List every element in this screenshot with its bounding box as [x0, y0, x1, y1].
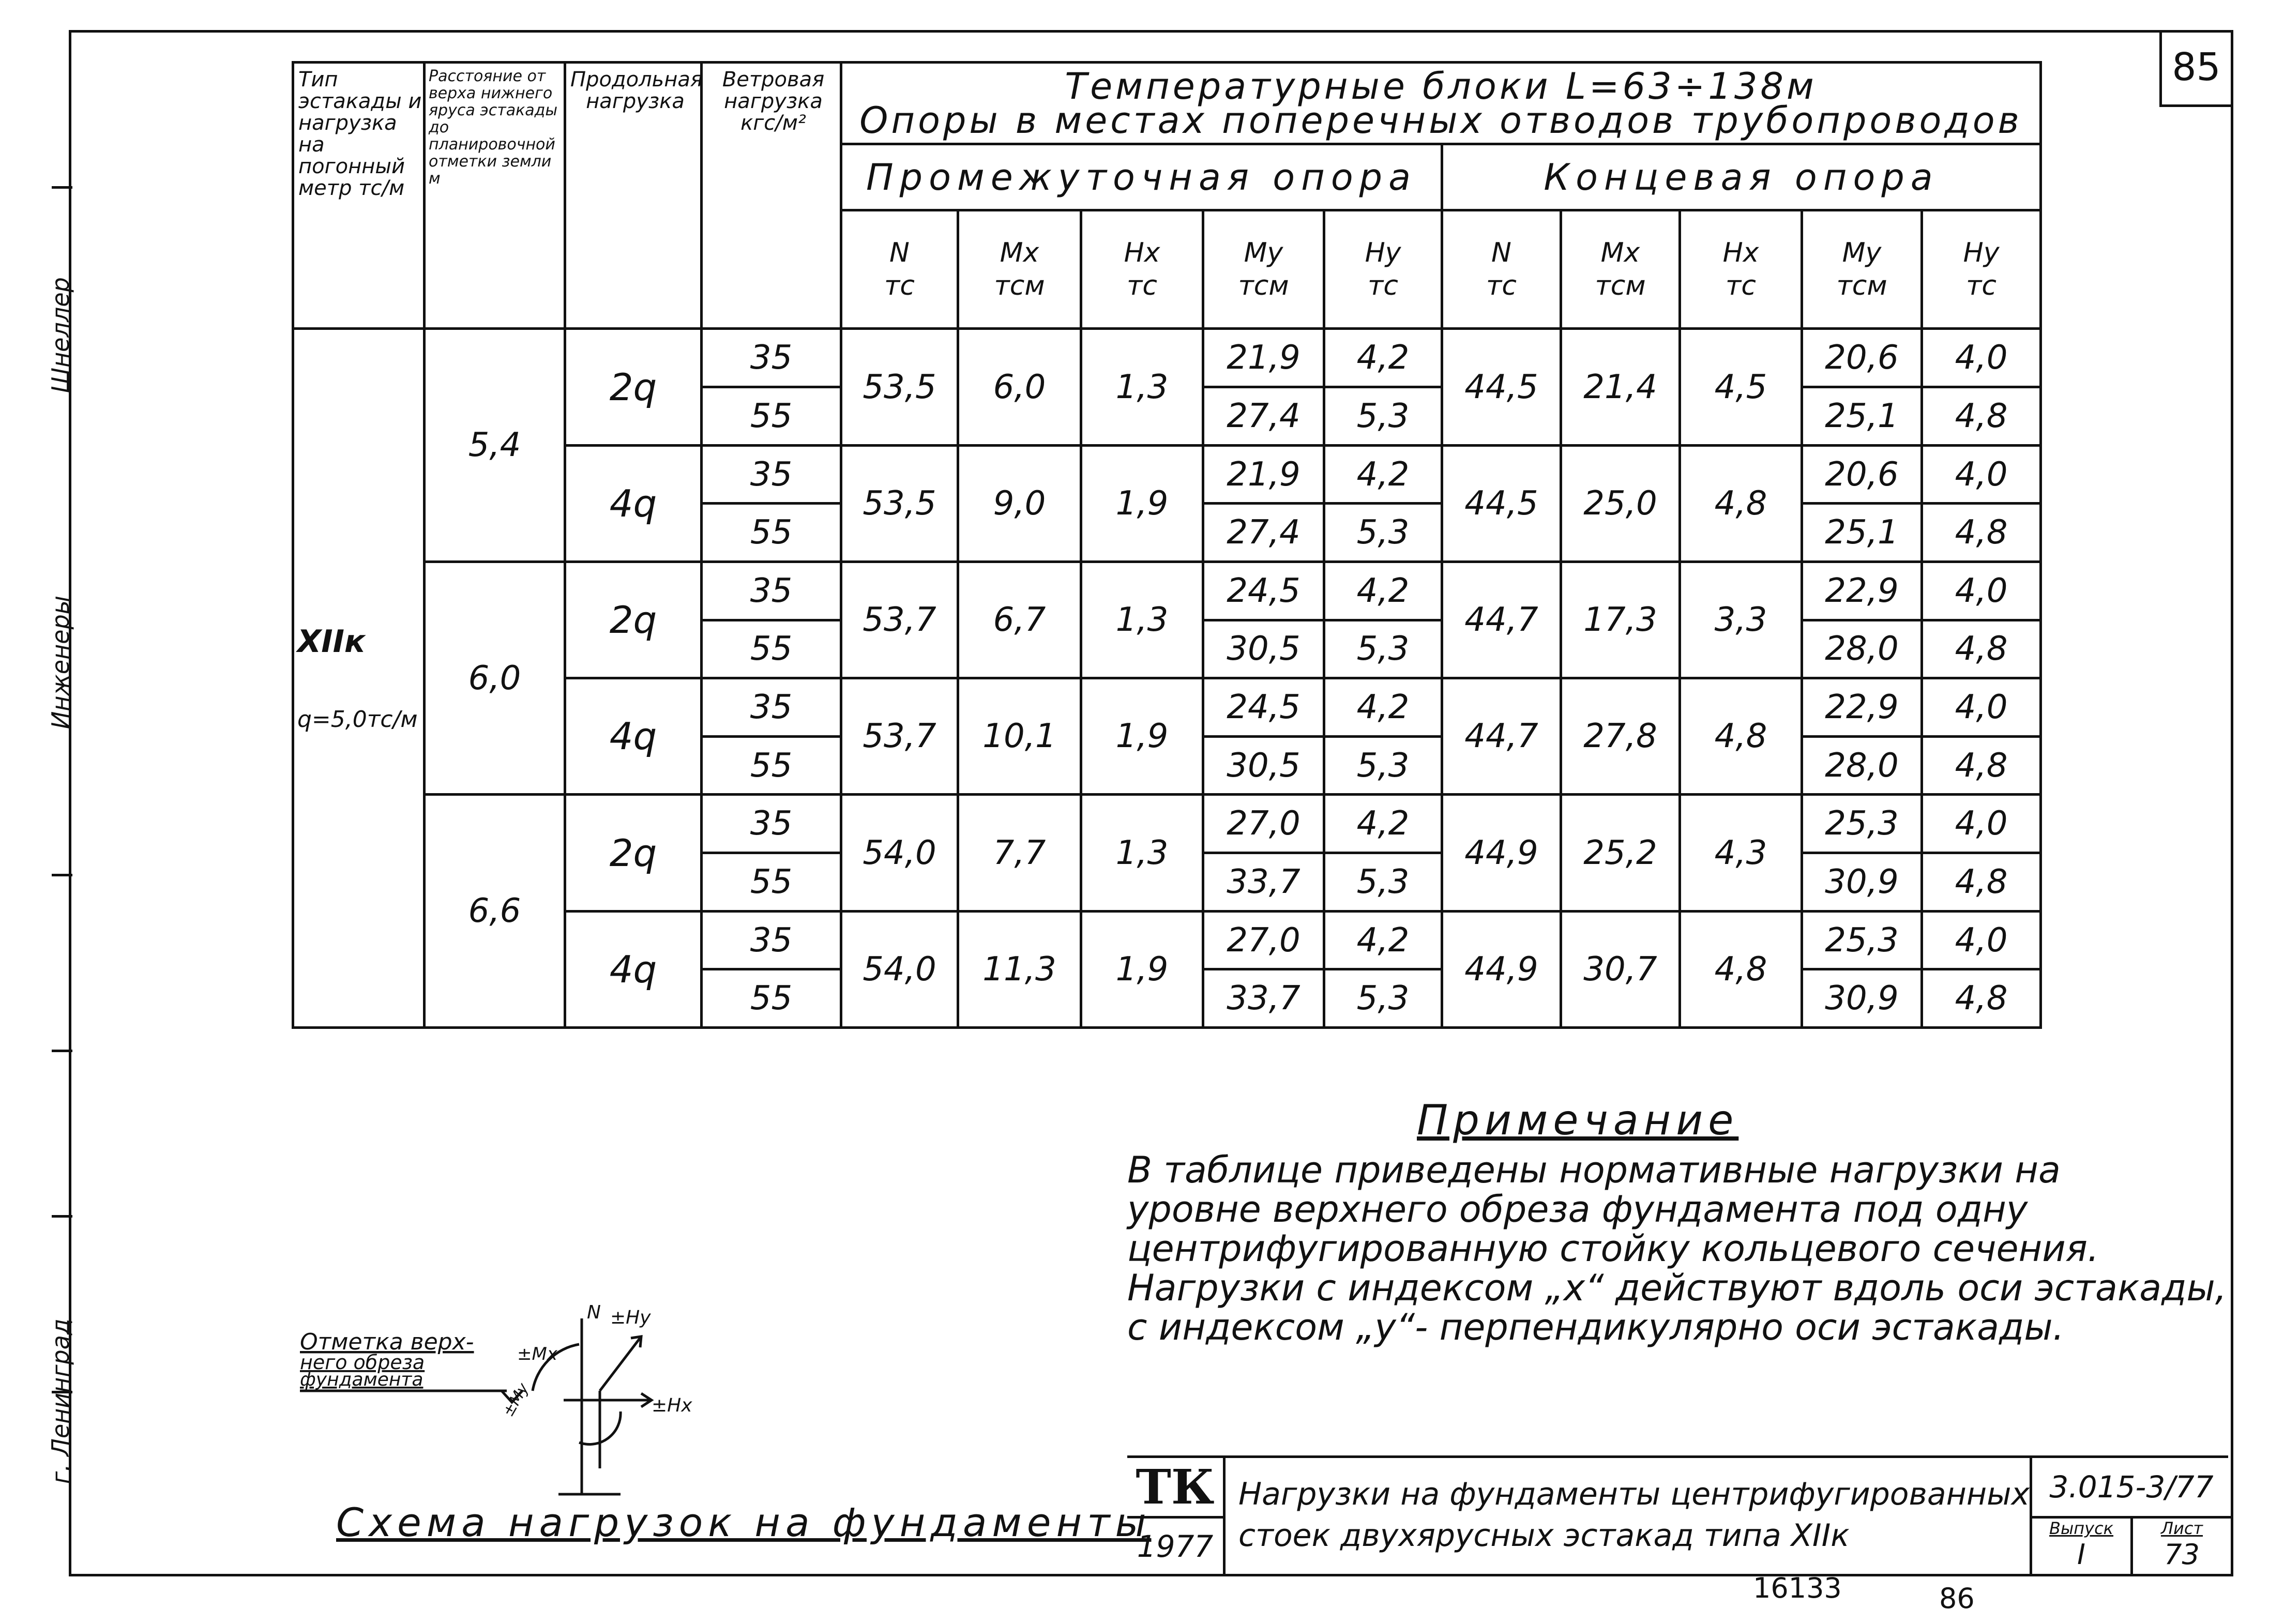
- int-Hy-cell: 5,3: [1324, 853, 1442, 912]
- margin-text-signer: Шнеллер: [47, 277, 74, 393]
- title-line2: стоек двухярусных эстакад типа XIIк: [1238, 1517, 1850, 1554]
- end-Hx-cell: 3,3: [1680, 561, 1802, 678]
- int-N-cell: 53,5: [841, 329, 958, 445]
- unit-header: [1561, 210, 1680, 329]
- int-Hx-cell: 1,3: [1081, 795, 1203, 911]
- margin-tick: [52, 874, 72, 876]
- int-Mx-cell: 10,1: [958, 678, 1081, 795]
- unit-header: [1324, 210, 1442, 329]
- wind-cell: 35: [702, 678, 841, 737]
- margin-text-city: г. Ленинград: [47, 1318, 74, 1484]
- diagram-Hy: ±Hy: [610, 1307, 651, 1328]
- margin-text-upper: Инженеры: [47, 595, 74, 729]
- wind-cell: 55: [702, 504, 841, 562]
- long-load-cell: 2q: [565, 329, 702, 445]
- end-Hy-cell: 4,0: [1922, 561, 2041, 620]
- diagram-My: ±My: [499, 1380, 533, 1420]
- int-Hy-cell: 4,2: [1324, 445, 1442, 504]
- diagram-label-line2: него обреза: [300, 1351, 425, 1374]
- table-row: [293, 561, 2041, 620]
- unit-label: тс: [884, 270, 915, 302]
- sheet-number-text: 85: [2172, 45, 2221, 89]
- list-value: 73: [2164, 1538, 2200, 1571]
- end-Hy-cell: 4,8: [1922, 387, 2041, 446]
- type-label: XIIк: [297, 624, 366, 660]
- int-Hy-cell: 4,2: [1324, 329, 1442, 387]
- scheme-title: Схема нагрузок на фундаменты: [336, 1499, 1152, 1545]
- margin-tick: [52, 1215, 72, 1218]
- load-scheme-diagram: [290, 1287, 755, 1505]
- margin-tick: [52, 1050, 72, 1052]
- unit-label: тс: [1368, 270, 1398, 302]
- title-block-year: 1977: [1127, 1519, 1226, 1574]
- title-line1: Нагрузки на фундаменты центрифугированных: [1238, 1476, 2030, 1512]
- unit-label: тсм: [1595, 270, 1646, 302]
- wind-cell: 35: [702, 561, 841, 620]
- end-Hx-cell: 4,3: [1680, 795, 1802, 911]
- end-My-cell: 25,3: [1802, 911, 1922, 969]
- loads-table: [292, 61, 2042, 1029]
- margin-tick: [52, 186, 72, 189]
- table-row: [293, 329, 2041, 387]
- wind-cell: 55: [702, 736, 841, 795]
- end-Hy-cell: 4,0: [1922, 445, 2041, 504]
- end-My-cell: 20,6: [1802, 445, 1922, 504]
- unit-header: [1680, 210, 1802, 329]
- long-load-cell: 4q: [565, 445, 702, 561]
- long-load-cell: 4q: [565, 678, 702, 795]
- int-Hy-cell: 5,3: [1324, 620, 1442, 678]
- end-My-cell: 25,3: [1802, 795, 1922, 853]
- end-N-cell: 44,7: [1442, 561, 1561, 678]
- int-Hx-cell: 1,3: [1081, 561, 1203, 678]
- col-wind-header: Ветровая нагрузка кгс/м²: [702, 63, 841, 329]
- int-My-cell: 30,5: [1203, 736, 1324, 795]
- unit-quantity: Hx: [1722, 237, 1759, 269]
- int-My-cell: 27,0: [1203, 911, 1324, 969]
- col-long-header: Продольная нагрузка: [565, 63, 702, 329]
- end-Hy-cell: 4,8: [1922, 853, 2041, 912]
- end-Hy-cell: 4,0: [1922, 911, 2041, 969]
- end-Mx-cell: 27,8: [1561, 678, 1680, 795]
- int-Hy-cell: 5,3: [1324, 504, 1442, 562]
- diagram-Mx: ±Mx: [517, 1344, 557, 1364]
- end-My-cell: 28,0: [1802, 736, 1922, 795]
- wind-cell: 35: [702, 795, 841, 853]
- intermediate-header: Промежуточная опора: [841, 144, 1442, 210]
- int-My-cell: 27,4: [1203, 504, 1324, 562]
- int-Hy-cell: 4,2: [1324, 795, 1442, 853]
- int-Hy-cell: 4,2: [1324, 678, 1442, 737]
- int-N-cell: 54,0: [841, 795, 958, 911]
- top-header: [841, 63, 2041, 144]
- distance-cell: 6,0: [425, 561, 565, 795]
- list-cell: [2133, 1519, 2231, 1574]
- end-Hx-cell: 4,8: [1680, 445, 1802, 561]
- unit-quantity: N: [889, 237, 910, 269]
- note-line: центрифугированную стойку кольцевого сечения.: [1127, 1227, 2099, 1270]
- end-N-cell: 44,9: [1442, 795, 1561, 911]
- int-Hx-cell: 1,9: [1081, 445, 1203, 561]
- end-N-cell: 44,9: [1442, 911, 1561, 1027]
- wind-cell: 55: [702, 853, 841, 912]
- int-Mx-cell: 7,7: [958, 795, 1081, 911]
- unit-label: тсм: [994, 270, 1045, 302]
- wind-cell: 55: [702, 387, 841, 446]
- end-My-cell: 25,1: [1802, 387, 1922, 446]
- int-My-cell: 24,5: [1203, 678, 1324, 737]
- unit-quantity: My: [1244, 237, 1283, 269]
- int-My-cell: 24,5: [1203, 561, 1324, 620]
- end-Mx-cell: 25,0: [1561, 445, 1680, 561]
- diagram-Hx: ±Hx: [652, 1395, 692, 1416]
- end-Hx-cell: 4,5: [1680, 329, 1802, 445]
- unit-header: [1203, 210, 1324, 329]
- unit-quantity: Hy: [1963, 237, 2000, 269]
- int-Hy-cell: 5,3: [1324, 387, 1442, 446]
- int-Mx-cell: 6,7: [958, 561, 1081, 678]
- document-code: 3.015-3/77: [2032, 1458, 2231, 1519]
- end-My-cell: 28,0: [1802, 620, 1922, 678]
- unit-quantity: Mx: [1600, 237, 1640, 269]
- int-Hy-cell: 5,3: [1324, 969, 1442, 1028]
- unit-quantity: My: [1842, 237, 1882, 269]
- note-line: Нагрузки с индексом „х“ действуют вдоль оси эстакады,: [1127, 1267, 2227, 1309]
- end-Hx-cell: 4,8: [1680, 678, 1802, 795]
- unit-quantity: Hy: [1365, 237, 1401, 269]
- list-label: Лист: [2160, 1519, 2203, 1538]
- note-line: уровне верхнего обреза фундамента под одну: [1127, 1188, 2028, 1231]
- int-Mx-cell: 6,0: [958, 329, 1081, 445]
- type-cell: [293, 329, 425, 1028]
- end-My-cell: 22,9: [1802, 561, 1922, 620]
- int-My-cell: 21,9: [1203, 329, 1324, 387]
- end-N-cell: 44,5: [1442, 445, 1561, 561]
- int-Hx-cell: 1,9: [1081, 678, 1203, 795]
- end-My-cell: 30,9: [1802, 969, 1922, 1028]
- note-line: с индексом „у“- перпендикулярно оси эстакады.: [1127, 1306, 2064, 1348]
- end-N-cell: 44,5: [1442, 329, 1561, 445]
- unit-header: [958, 210, 1081, 329]
- end-N-cell: 44,7: [1442, 678, 1561, 795]
- title-block-code-area: [2030, 1458, 2231, 1574]
- unit-header: [1802, 210, 1922, 329]
- top-header-line1: Температурные блоки L=63÷138м: [1065, 65, 1817, 108]
- wind-cell: 35: [702, 445, 841, 504]
- end-Mx-cell: 17,3: [1561, 561, 1680, 678]
- col-distance-header: Расстояние от верха нижнего яруса эстакады до планировочной отметки земли м: [425, 63, 565, 329]
- unit-quantity: N: [1491, 237, 1511, 269]
- end-My-cell: 22,9: [1802, 678, 1922, 737]
- end-Hy-cell: 4,0: [1922, 795, 2041, 853]
- long-load-cell: 2q: [565, 795, 702, 911]
- note-title: Примечание: [1417, 1096, 1739, 1144]
- unit-quantity: Hx: [1124, 237, 1160, 269]
- unit-header: [1442, 210, 1561, 329]
- diagram-N: N: [587, 1302, 601, 1323]
- int-My-cell: 27,4: [1203, 387, 1324, 446]
- bottom-number-left: 16133: [1753, 1572, 1842, 1604]
- int-My-cell: 27,0: [1203, 795, 1324, 853]
- end-Hy-cell: 4,8: [1922, 620, 2041, 678]
- unit-header: [1922, 210, 2041, 329]
- top-header-line2: Опоры в местах поперечных отводов трубопроводов: [859, 99, 2022, 142]
- end-My-cell: 20,6: [1802, 329, 1922, 387]
- int-Hy-cell: 4,2: [1324, 911, 1442, 969]
- end-Hy-cell: 4,8: [1922, 504, 2041, 562]
- int-Hx-cell: 1,9: [1081, 911, 1203, 1027]
- unit-label: тс: [1486, 270, 1517, 302]
- int-Mx-cell: 9,0: [958, 445, 1081, 561]
- int-Hy-cell: 4,2: [1324, 561, 1442, 620]
- int-Hx-cell: 1,3: [1081, 329, 1203, 445]
- int-N-cell: 54,0: [841, 911, 958, 1027]
- int-Mx-cell: 11,3: [958, 911, 1081, 1027]
- sheet-number: [2159, 30, 2231, 107]
- int-Hy-cell: 5,3: [1324, 736, 1442, 795]
- title-block: [1127, 1455, 2228, 1574]
- end-Hy-cell: 4,0: [1922, 678, 2041, 737]
- unit-label: тсм: [1238, 270, 1289, 302]
- unit-header: [1081, 210, 1203, 329]
- note-body: [1127, 1150, 2239, 1347]
- hy-arrow: [600, 1337, 641, 1391]
- load-label: q=5,0тс/м: [297, 706, 418, 733]
- int-My-cell: 33,7: [1203, 969, 1324, 1028]
- end-My-cell: 30,9: [1802, 853, 1922, 912]
- int-N-cell: 53,7: [841, 678, 958, 795]
- unit-label: тс: [1726, 270, 1756, 302]
- long-load-cell: 4q: [565, 911, 702, 1027]
- unit-label: тс: [1966, 270, 1996, 302]
- end-Mx-cell: 25,2: [1561, 795, 1680, 911]
- int-N-cell: 53,5: [841, 445, 958, 561]
- distance-cell: 5,4: [425, 329, 565, 562]
- end-Hy-cell: 4,8: [1922, 736, 2041, 795]
- title-block-logo: ТК: [1127, 1458, 1226, 1519]
- diagram-label-line3: фундамента: [300, 1369, 423, 1390]
- title-block-title: [1238, 1474, 2117, 1556]
- bottom-number-right: 86: [1939, 1582, 1975, 1615]
- wind-cell: 55: [702, 620, 841, 678]
- vypusk-cell: [2032, 1519, 2133, 1574]
- wind-cell: 35: [702, 329, 841, 387]
- end-My-cell: 25,1: [1802, 504, 1922, 562]
- wind-cell: 35: [702, 911, 841, 969]
- unit-label: тс: [1127, 270, 1157, 302]
- end-Hx-cell: 4,8: [1680, 911, 1802, 1027]
- unit-quantity: Mx: [1000, 237, 1039, 269]
- end-Mx-cell: 30,7: [1561, 911, 1680, 1027]
- unit-label: тсм: [1836, 270, 1887, 302]
- unit-header: [841, 210, 958, 329]
- distance-cell: 6,6: [425, 795, 565, 1028]
- vypusk-value: I: [2077, 1538, 2085, 1571]
- end-Hy-cell: 4,8: [1922, 969, 2041, 1028]
- int-My-cell: 21,9: [1203, 445, 1324, 504]
- table-row: [293, 795, 2041, 853]
- long-load-cell: 2q: [565, 561, 702, 678]
- int-My-cell: 33,7: [1203, 853, 1324, 912]
- end-Hy-cell: 4,0: [1922, 329, 2041, 387]
- end-Mx-cell: 21,4: [1561, 329, 1680, 445]
- end-header: Концевая опора: [1442, 144, 2041, 210]
- int-My-cell: 30,5: [1203, 620, 1324, 678]
- diagram-label-line1: Отметка верх-: [300, 1329, 474, 1355]
- int-N-cell: 53,7: [841, 561, 958, 678]
- col-type-header: Тип эстакады и нагрузка на погонный метр тс/м: [293, 63, 425, 329]
- note-line: В таблице приведены нормативные нагрузки на: [1127, 1149, 2061, 1191]
- vypusk-label: Выпуск: [2049, 1519, 2113, 1538]
- wind-cell: 55: [702, 969, 841, 1028]
